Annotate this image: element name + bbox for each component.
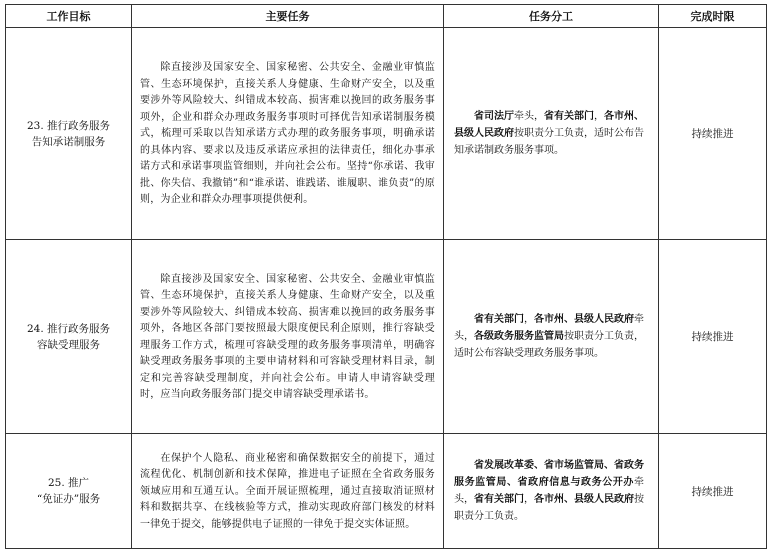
header-division: 任务分工 — [444, 5, 659, 28]
table-row — [6, 240, 767, 434]
task-text: 除直接涉及国家安全、国家秘密、公共安全、金融业审慎监管、生态环境保护，直接关系人身健康、生命财产安全，以及重要涉外等风险较大、纠错成本较高、损害难以挽回的政务服务事项外，各地区各部门要按照最大限度便民利企原则，推行容缺受理服务工作方式，梳理可容缺受理的政务服务事项清单，明确容缺受理政务服务事项的主要申请材料和可容缺受理材料目录，制定和完善容缺受理制度，并向社会公布。申请人申请容缺受理时，应当向政务服务部门提交申请容缺受理承诺书。 — [140, 273, 435, 400]
task-cell — [132, 240, 444, 434]
table-row — [6, 28, 767, 240]
header-task: 主要任务 — [132, 5, 444, 28]
goal-cell — [6, 28, 132, 240]
goal-cell — [6, 434, 132, 549]
division-text: 牵头， — [514, 111, 544, 122]
division-text: 按职责分工负责，适时公布容缺受理政务服务事项。 — [454, 331, 644, 359]
goal-line: 24. 推行政务服务 — [26, 322, 111, 335]
deadline-cell: 持续推进 — [659, 28, 767, 240]
division-lead: 各市州、县级人民政府 — [534, 314, 634, 325]
division-lead: 各市州、县级人民政府 — [454, 111, 644, 139]
division-text: 牵头， — [454, 314, 644, 342]
table-row — [6, 434, 767, 549]
division-text: 按职责分工负责，适时公布告知承诺制政务服务事项。 — [454, 128, 644, 156]
goal-cell — [6, 240, 132, 434]
division-lead: 省发展改革委、省市场监管局、省政务服务监管局、省政府信息与政务公开办 — [454, 460, 644, 488]
goal-line: 告知承诺制服务 — [31, 135, 106, 148]
task-text: 在保护个人隐私、商业秘密和确保数据安全的前提下，通过流程优化、机制创新和技术保障，推进电子证照在全省政务服务领域应用和互通互认。全面开展证照梳理，通过直接取消证照材料和数据共享、在线核验等方式，推动实现政府部门核发的材料一律免于提交，能够提供电子证照的一律免于提交实体证照。 — [140, 452, 435, 530]
division-lead: 各市州、县级人民政府 — [534, 494, 634, 505]
goal-line: 容缺受理服务 — [37, 338, 100, 351]
division-cell — [444, 240, 659, 434]
deadline-cell: 持续推进 — [659, 240, 767, 434]
division-text: ， — [594, 111, 604, 122]
division-cell — [444, 434, 659, 549]
deadline-cell: 持续推进 — [659, 434, 767, 549]
header-row — [6, 5, 767, 28]
division-lead: 省有关部门 — [474, 494, 524, 505]
task-text: 除直接涉及国家安全、国家秘密、公共安全、金融业审慎监管、生态环境保护，直接关系人身健康、生命财产安全，以及重要涉外等风险较大、纠错成本较高、损害难以挽回的政务服务事项外，企业和群众办理政务服务事项时可择优告知承诺制服务模式，梳理可采取以告知承诺方式办理的政务服务事项，明确承诺的具体内容、要求以及违反承诺应承担的法律责任，细化办事承诺方式和承诺事项监管细则，并向社会公布。坚持“你承诺、我审批、你失信、我撤销”和“谁承诺、谁践诺、谁履职、谁负责”的原则，为企业和群众办理事项提供便利。 — [140, 62, 435, 206]
division-lead: 省司法厅 — [474, 111, 514, 122]
division-text: 按职责分工负责。 — [454, 494, 644, 522]
header-goal: 工作目标 — [6, 5, 132, 28]
division-text: ， — [524, 494, 534, 505]
header-deadline: 完成时限 — [659, 5, 767, 28]
division-lead: 省有关部门 — [544, 111, 594, 122]
task-cell — [132, 434, 444, 549]
task-cell — [132, 28, 444, 240]
division-lead: 省有关部门 — [474, 314, 524, 325]
division-text: 牵头， — [454, 477, 644, 505]
goal-line: 23. 推行政务服务 — [26, 119, 111, 132]
goal-line: 25. 推广 — [47, 477, 90, 489]
task-table — [5, 4, 767, 549]
division-text: ， — [524, 314, 534, 325]
division-lead: 各级政务服务监管局 — [474, 331, 564, 342]
goal-line: “免证办”服务 — [36, 493, 101, 505]
division-cell — [444, 28, 659, 240]
